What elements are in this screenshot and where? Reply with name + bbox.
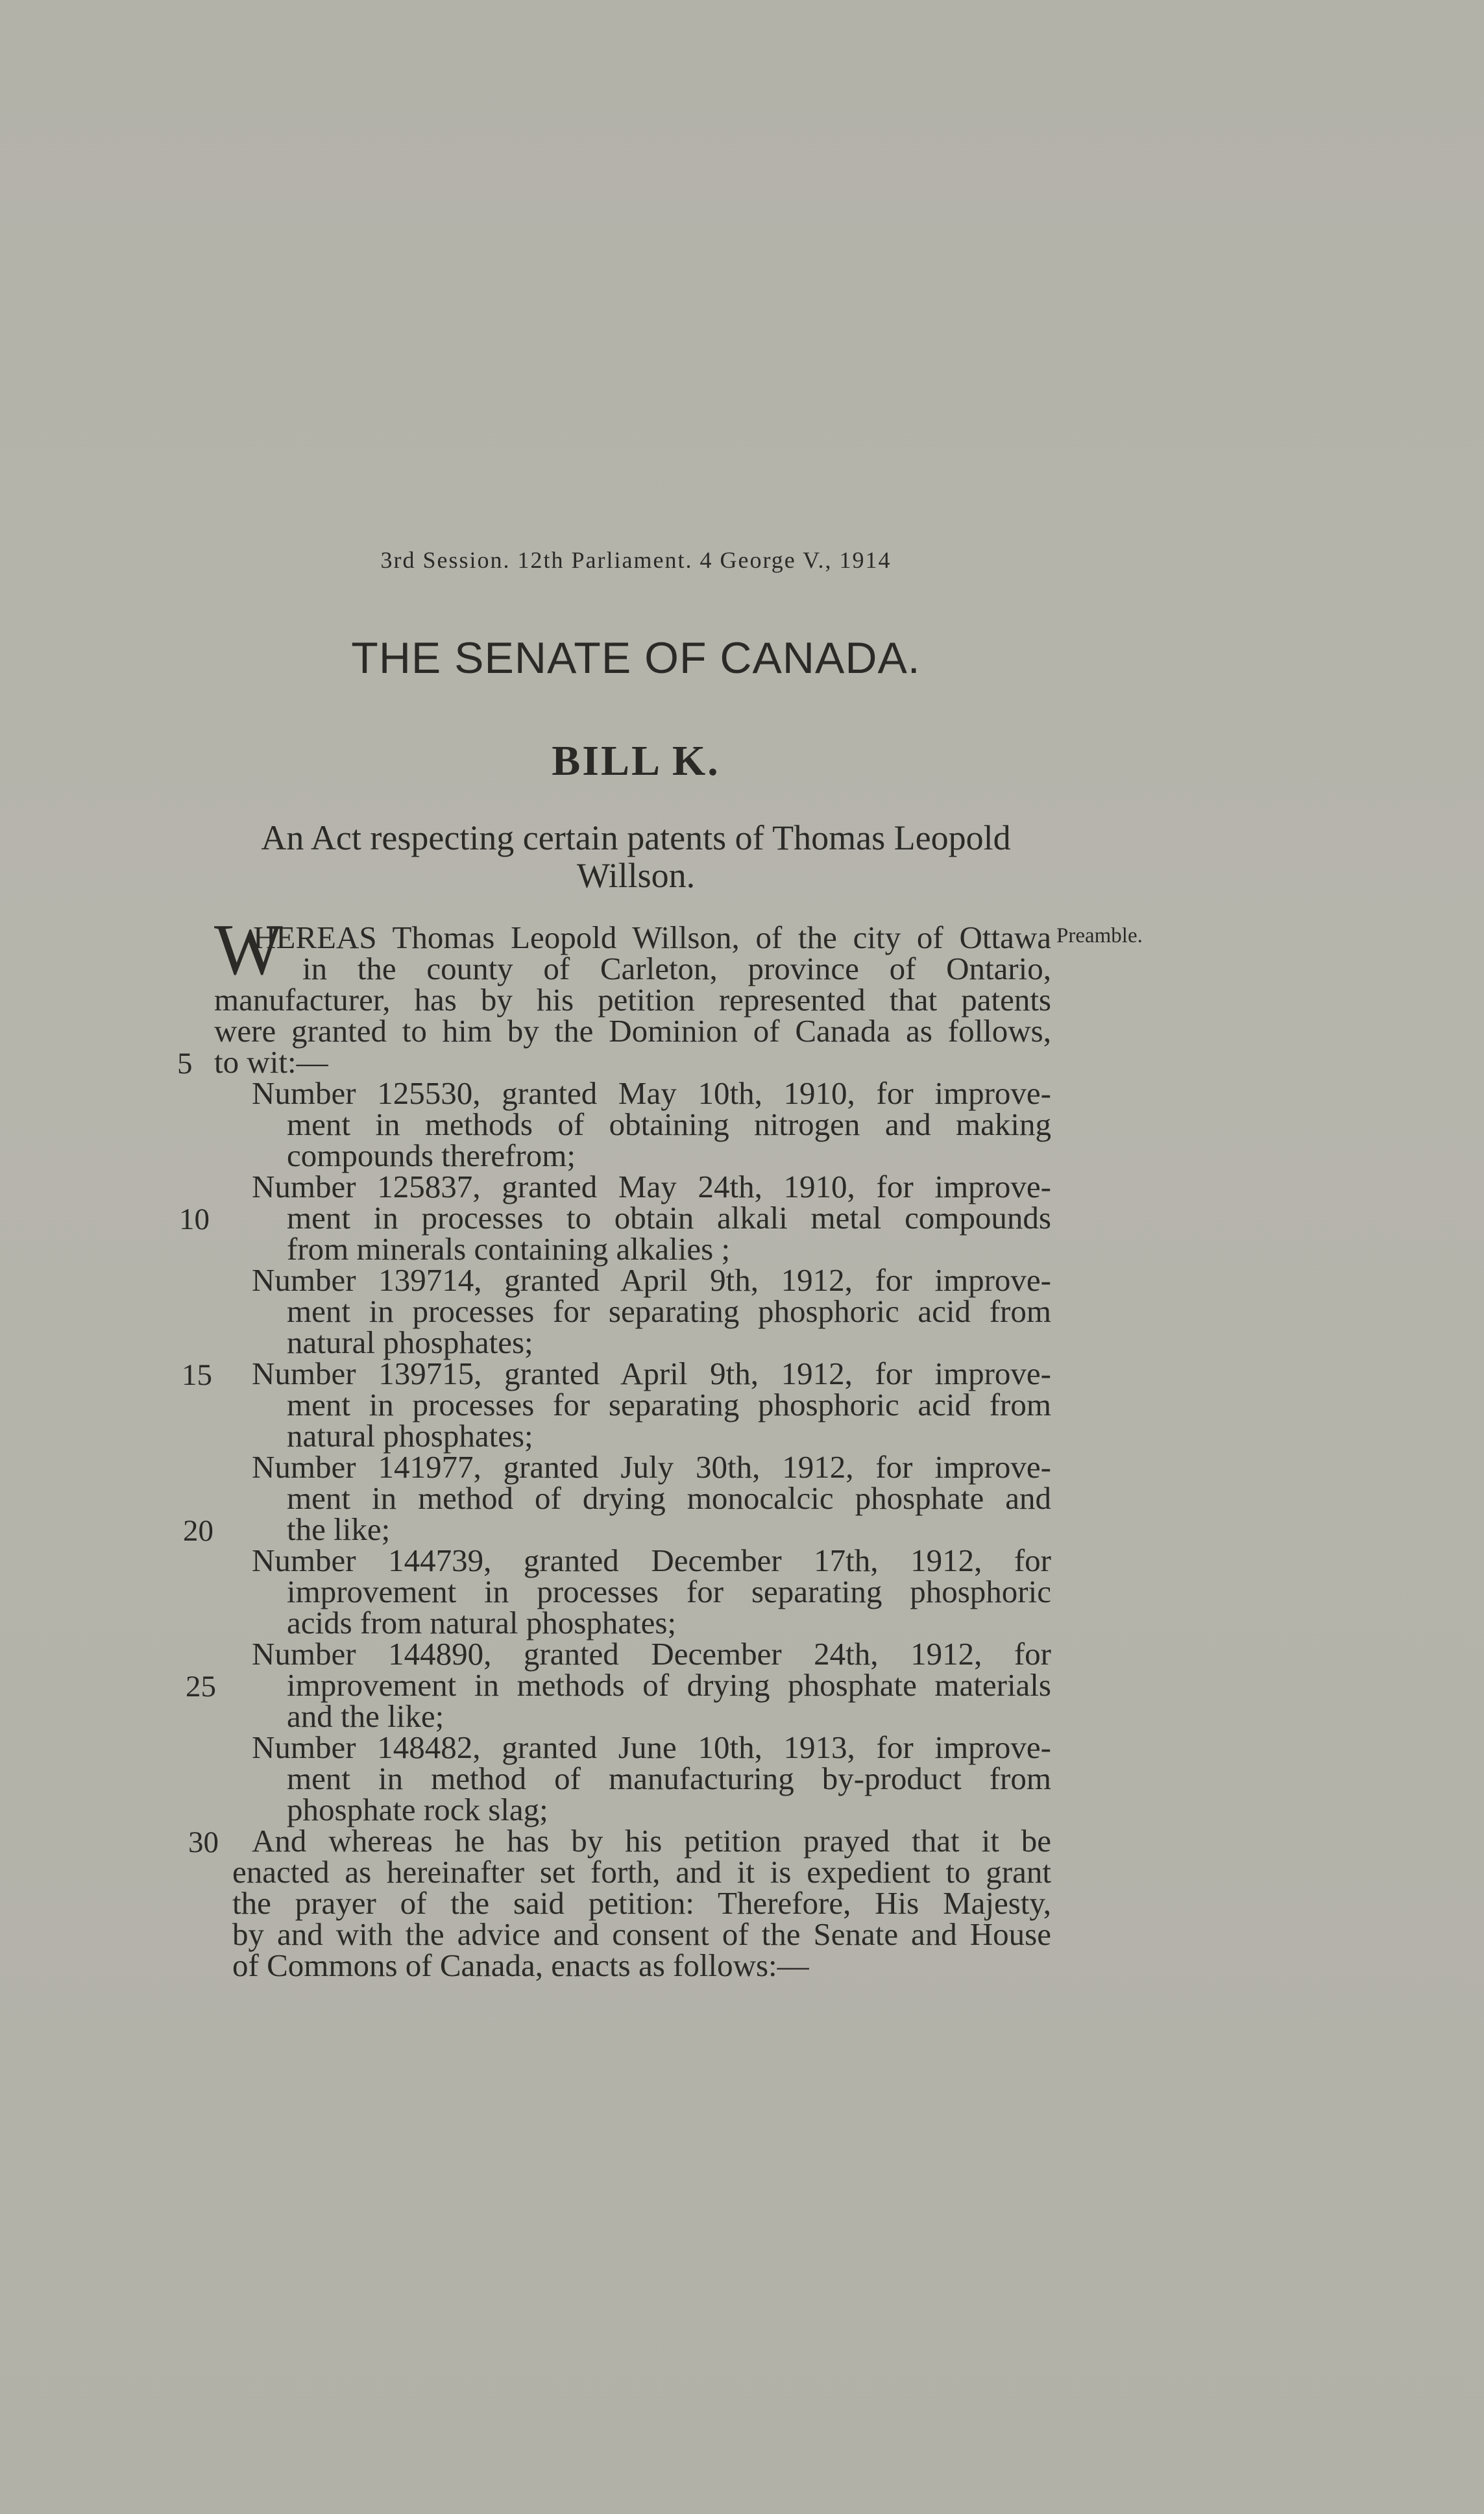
body-line: and the like; <box>287 1698 444 1734</box>
body-line: Number 125837, granted May 24th, 1910, for improve- <box>252 1169 1051 1204</box>
body-line: ment in method of drying monocalcic phosphate and <box>287 1480 1051 1516</box>
body-line: enacted as hereinafter set forth, and it is expedient to grant <box>232 1854 1051 1890</box>
house-title: THE SENATE OF CANADA. <box>351 633 921 683</box>
line-number: 20 <box>183 1514 213 1548</box>
body-line: the like; <box>287 1511 391 1547</box>
body-line: ment in method of manufacturing by-product from <box>287 1761 1051 1796</box>
body-line: ment in processes for separating phosphoric acid from <box>287 1293 1051 1329</box>
line-number: 15 <box>182 1358 212 1392</box>
line-number: 10 <box>179 1202 210 1236</box>
body-line: the prayer of the said petition: Therefore, His Majesty, <box>232 1885 1051 1921</box>
body-line: And whereas he has by his petition prayed that it be <box>252 1823 1051 1859</box>
body-line: Number 139714, granted April 9th, 1912, for improve- <box>252 1262 1051 1298</box>
body-line: Number 139715, granted April 9th, 1912, for improve- <box>252 1356 1051 1391</box>
session-line: 3rd Session. 12th Parliament. 4 George V., 1914 <box>380 547 892 573</box>
body-line: ment in processes to obtain alkali metal compounds <box>287 1200 1051 1236</box>
body-line: improvement in methods of drying phosphate materials <box>287 1667 1051 1703</box>
body-line: improvement in processes for separating phosphoric <box>287 1574 1051 1609</box>
body-line: Number 144890, granted December 24th, 1912, for <box>252 1636 1051 1672</box>
body-line: Number 141977, granted July 30th, 1912, for improve- <box>252 1449 1051 1485</box>
body-line: ment in processes for separating phosphoric acid from <box>287 1387 1051 1422</box>
dropcap: W <box>214 910 283 990</box>
body-line: natural phosphates; <box>287 1324 533 1360</box>
body-line: natural phosphates; <box>287 1418 533 1454</box>
body-line: by and with the advice and consent of the Senate and House <box>232 1916 1051 1952</box>
body-line: in the county of Carleton, province of Ontario, <box>302 951 1051 986</box>
body-line: HEREAS Thomas Leopold Willson, of the city of Ottawa <box>253 920 1051 955</box>
act-title-line-1: An Act respecting certain patents of Thomas Leopold <box>261 818 1011 857</box>
act-title <box>214 819 1058 894</box>
body-line: phosphate rock slag; <box>287 1792 548 1827</box>
line-number: 30 <box>188 1825 219 1859</box>
margin-note-preamble: Preamble. <box>1056 924 1143 947</box>
body-line: Number 148482, granted June 10th, 1913, for improve- <box>252 1729 1051 1765</box>
body-line: compounds therefrom; <box>287 1138 576 1173</box>
body-line: Number 125530, granted May 10th, 1910, for improve- <box>252 1075 1051 1111</box>
body-line: to wit:— <box>214 1044 328 1080</box>
body-line: Number 144739, granted December 17th, 1912, for <box>252 1543 1051 1578</box>
body-line: manufacturer, has by his petition represented that patents <box>214 982 1051 1018</box>
body-line: were granted to him by the Dominion of Canada as follows, <box>214 1013 1051 1049</box>
body-line: ment in methods of obtaining nitrogen and making <box>287 1106 1051 1142</box>
body-line: from minerals containing alkalies ; <box>287 1231 731 1267</box>
body-line: acids from natural phosphates; <box>287 1605 677 1641</box>
body-line: of Commons of Canada, enacts as follows:— <box>232 1947 809 1983</box>
line-number: 5 <box>177 1047 193 1080</box>
act-title-line-2: Willson. <box>576 856 696 895</box>
line-number: 25 <box>186 1670 216 1703</box>
bill-title: BILL K. <box>552 737 720 785</box>
